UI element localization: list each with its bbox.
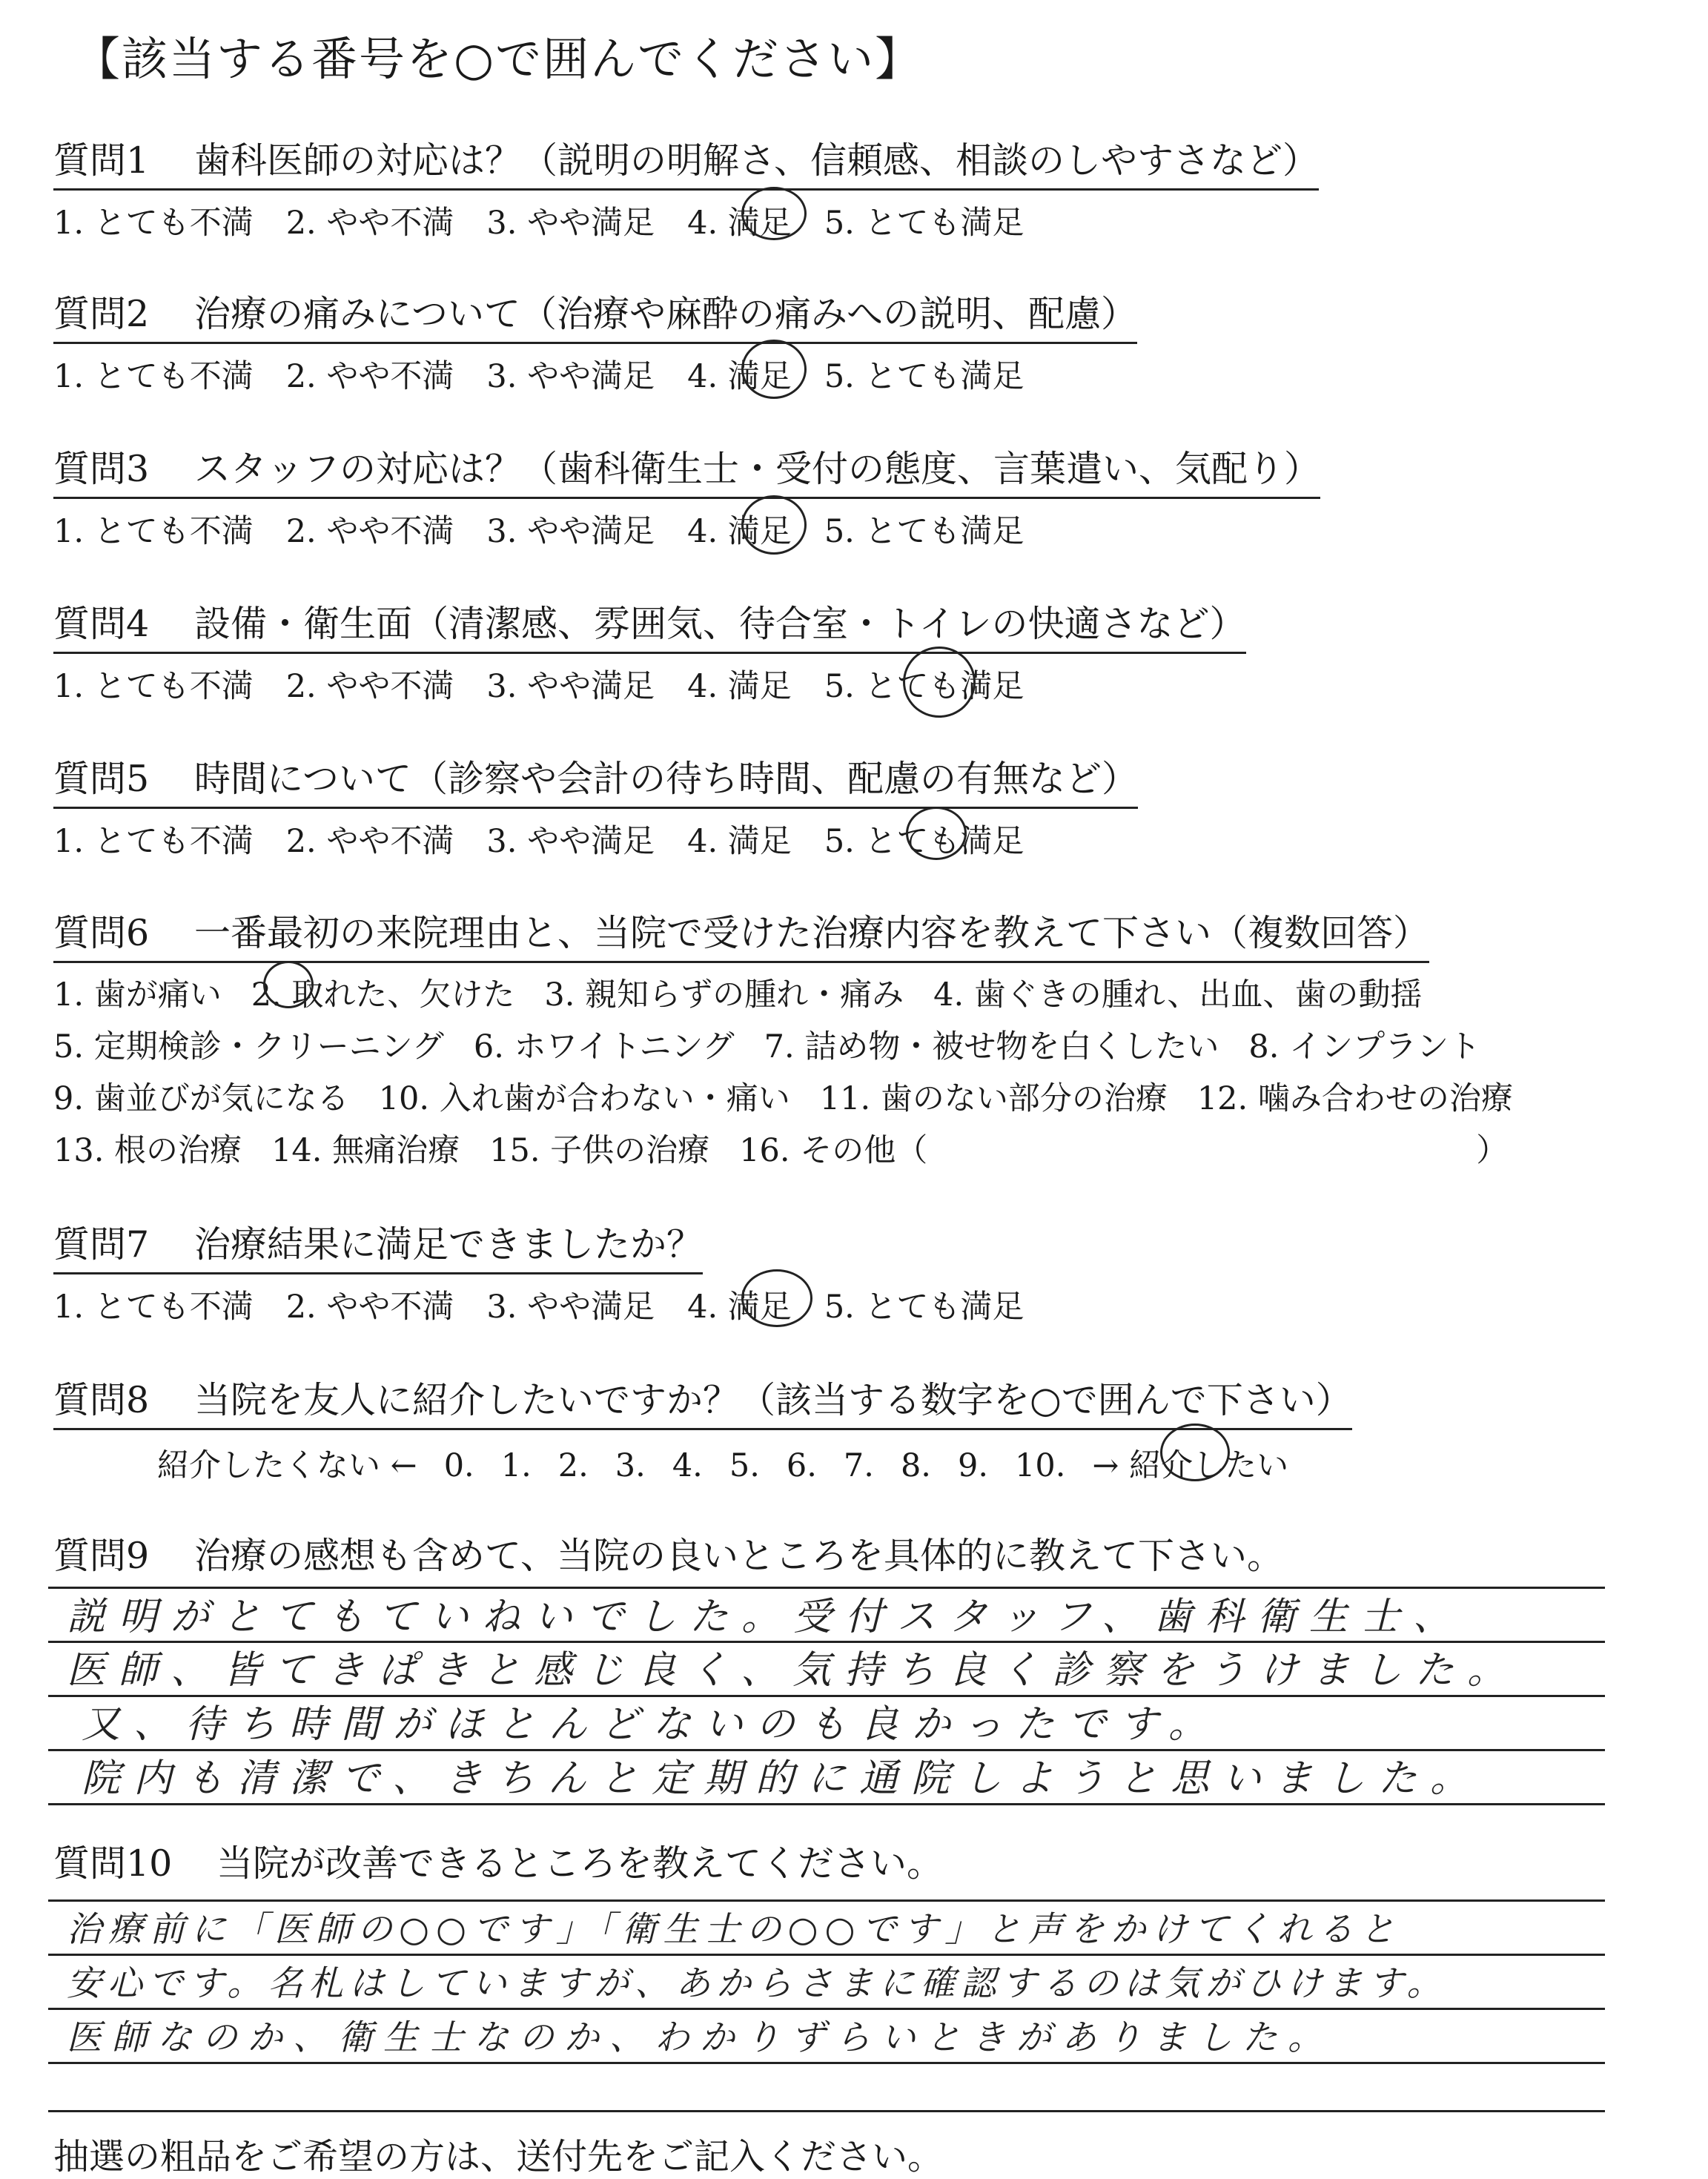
- selection-circle-q1: [741, 187, 807, 240]
- selection-circle-q6: [263, 961, 314, 1008]
- scale-8[interactable]: 8.: [900, 1447, 931, 1484]
- question-title: 質問8 当院を友人に紹介したいですか？（該当する数字を○で囲んで下さい）: [53, 1372, 1352, 1430]
- question-6: [53, 905, 1543, 1177]
- option-5[interactable]: 5. とても満足: [824, 1289, 1025, 1326]
- scale-0[interactable]: 0.: [443, 1447, 474, 1484]
- answer-text-line[interactable]: 説明がとてもていねいでした。受付スタッフ、歯科衛生士、: [67, 1595, 1465, 1639]
- option-list: [53, 351, 1137, 397]
- option-list: [53, 661, 1246, 707]
- scale-10[interactable]: 10.: [1015, 1447, 1066, 1484]
- option-4[interactable]: 4. 満足: [687, 205, 792, 242]
- scale-9[interactable]: 9.: [957, 1447, 989, 1484]
- answer-line: [48, 1803, 1605, 1805]
- question-9: [53, 1527, 1283, 1584]
- question-title: 質問10 当院が改善できるところを教えてください。: [53, 1842, 944, 1885]
- scale-5[interactable]: 5.: [729, 1447, 760, 1484]
- option-7[interactable]: 7. 詰め物・被せ物を白くしたい: [764, 1028, 1219, 1065]
- option-row: [53, 1125, 1543, 1177]
- option-5[interactable]: 5. とても満足: [824, 823, 1025, 860]
- option-5[interactable]: 5. とても満足: [824, 668, 1025, 705]
- selection-circle-q5: [906, 807, 967, 860]
- question-4: [53, 595, 1246, 707]
- selection-circle-q7: [741, 1269, 812, 1327]
- option-3[interactable]: 3. やや満足: [486, 205, 655, 242]
- scale-3[interactable]: 3.: [615, 1447, 646, 1484]
- scale-left-label: 紹介したくない ←: [157, 1447, 417, 1484]
- option-list: [53, 506, 1320, 552]
- answer-text-line[interactable]: 医師なのか、衛生士なのか、わかりずらいときがありました。: [67, 2017, 1333, 2058]
- option-5[interactable]: 5. とても満足: [824, 513, 1025, 550]
- answer-line: [48, 2110, 1605, 2112]
- option-1[interactable]: 1. とても不満: [53, 668, 254, 705]
- option-list: [53, 1282, 1057, 1327]
- option-2[interactable]: 2. やや不満: [285, 205, 454, 242]
- option-3[interactable]: 3. やや満足: [486, 668, 655, 705]
- option-8[interactable]: 8. インプラント: [1248, 1028, 1481, 1065]
- option-4[interactable]: 4. 満足: [687, 668, 792, 705]
- page-title: 【該当する番号を○で囲んでください】: [74, 32, 923, 86]
- option-1[interactable]: 1. 歯が痛い: [53, 976, 222, 1014]
- option-9[interactable]: 9. 歯並びが気になる: [53, 1080, 349, 1117]
- option-13[interactable]: 13. 根の治療: [53, 1132, 242, 1169]
- question-3: [53, 440, 1320, 552]
- question-1: [53, 132, 1319, 243]
- option-16-close: ）: [1476, 1132, 1509, 1169]
- option-row: [53, 1021, 1543, 1073]
- answer-text-line[interactable]: 安心です。名札はしていますが、あからさまに確認するのは気がひけます。: [67, 1963, 1448, 2004]
- option-2[interactable]: 2. やや不満: [285, 1289, 454, 1326]
- option-16[interactable]: 16. その他（: [739, 1132, 928, 1169]
- option-1[interactable]: 1. とても不満: [53, 513, 254, 550]
- question-title: 質問6 一番最初の来院理由と、当院で受けた治療内容を教えて下さい（複数回答）: [53, 905, 1429, 963]
- recommend-scale: [53, 1441, 1352, 1486]
- question-title: 質問9 治療の感想も含めて、当院の良いところを具体的に教えて下さい。: [53, 1535, 1284, 1577]
- selection-circle-q3: [741, 495, 807, 555]
- option-4[interactable]: 4. 歯ぐきの腫れ、出血、歯の動揺: [933, 976, 1423, 1014]
- option-4[interactable]: 4. 満足: [687, 1289, 792, 1326]
- question-7: [53, 1216, 1057, 1327]
- option-3[interactable]: 3. 親知らずの腫れ・痛み: [544, 976, 904, 1014]
- question-title: 質問3 スタッフの対応は？（歯科衛生士・受付の態度、言葉遣い、気配り）: [53, 440, 1320, 499]
- option-list: [53, 816, 1138, 862]
- option-2[interactable]: 2. やや不満: [285, 668, 454, 705]
- question-8: [53, 1372, 1352, 1486]
- option-15[interactable]: 15. 子供の治療: [489, 1132, 710, 1169]
- option-row: [53, 1073, 1543, 1125]
- scale-right-label: → 紹介したい: [1092, 1447, 1289, 1484]
- selection-circle-q8: [1160, 1424, 1230, 1481]
- question-10: [53, 1835, 943, 1891]
- option-5[interactable]: 5. 定期検診・クリーニング: [53, 1028, 444, 1065]
- scale-7[interactable]: 7.: [843, 1447, 874, 1484]
- option-2[interactable]: 2. やや不満: [285, 513, 454, 550]
- question-title: 質問1 歯科医師の対応は？（説明の明解さ、信頼感、相談のしやすさなど）: [53, 132, 1319, 191]
- answer-text-line[interactable]: 又、待ち時間がほとんどないのも良かったです。: [82, 1702, 1220, 1747]
- question-title: 質問2 治療の痛みについて（治療や麻酔の痛みへの説明、配慮）: [53, 285, 1137, 344]
- option-3[interactable]: 3. やや満足: [486, 358, 655, 395]
- option-1[interactable]: 1. とても不満: [53, 205, 254, 242]
- question-2: [53, 285, 1137, 397]
- option-4[interactable]: 4. 満足: [687, 823, 792, 860]
- scale-4[interactable]: 4.: [672, 1447, 703, 1484]
- option-4[interactable]: 4. 満足: [687, 358, 792, 395]
- footer-note: 抽選の粗品をご希望の方は、送付先をご記入ください。: [53, 2136, 944, 2178]
- scale-2[interactable]: 2.: [557, 1447, 589, 1484]
- option-3[interactable]: 3. やや満足: [486, 1289, 655, 1326]
- question-title: 質問7 治療結果に満足できましたか？: [53, 1216, 703, 1274]
- question-title: 質問5 時間について（診察や会計の待ち時間、配慮の有無など）: [53, 750, 1138, 809]
- option-5[interactable]: 5. とても満足: [824, 205, 1025, 242]
- answer-text-line[interactable]: 院内も清潔で、きちんと定期的に通院しようと思いました。: [82, 1756, 1482, 1801]
- option-11[interactable]: 11. 歯のない部分の治療: [819, 1080, 1168, 1117]
- answer-text-line[interactable]: 医師、皆てきぱきと感じ良く、気持ち良く診察をうけました。: [67, 1648, 1519, 1693]
- option-14[interactable]: 14. 無痛治療: [271, 1132, 460, 1169]
- option-2[interactable]: 2. やや不満: [285, 358, 454, 395]
- selection-circle-q2: [741, 340, 807, 399]
- answer-text-line[interactable]: 治療前に「医師の○○です」「衛生士の○○です」と声をかけてくれると: [67, 1909, 1402, 1950]
- option-2[interactable]: 2. 取れた、欠けた: [251, 976, 515, 1014]
- option-6[interactable]: 6. ホワイトニング: [473, 1028, 735, 1065]
- option-3[interactable]: 3. やや満足: [486, 513, 655, 550]
- option-10[interactable]: 10. 入れ歯が合わない・痛い: [378, 1080, 790, 1117]
- question-5: [53, 750, 1138, 862]
- selection-circle-q4: [903, 647, 976, 718]
- option-2[interactable]: 2. やや不満: [285, 823, 454, 860]
- option-list: [53, 198, 1319, 243]
- scale-6[interactable]: 6.: [786, 1447, 817, 1484]
- option-1[interactable]: 1. とても不満: [53, 358, 254, 395]
- answer-line: [48, 2062, 1605, 2064]
- scale-1[interactable]: 1.: [500, 1447, 532, 1484]
- option-1[interactable]: 1. とても不満: [53, 1289, 254, 1326]
- option-5[interactable]: 5. とても満足: [824, 358, 1025, 395]
- option-12[interactable]: 12. 噛み合わせの治療: [1196, 1080, 1513, 1117]
- question-title: 質問4 設備・衛生面（清潔感、雰囲気、待合室・トイレの快適さなど）: [53, 595, 1246, 654]
- option-1[interactable]: 1. とても不満: [53, 823, 254, 860]
- option-3[interactable]: 3. やや満足: [486, 823, 655, 860]
- option-4[interactable]: 4. 満足: [687, 513, 792, 550]
